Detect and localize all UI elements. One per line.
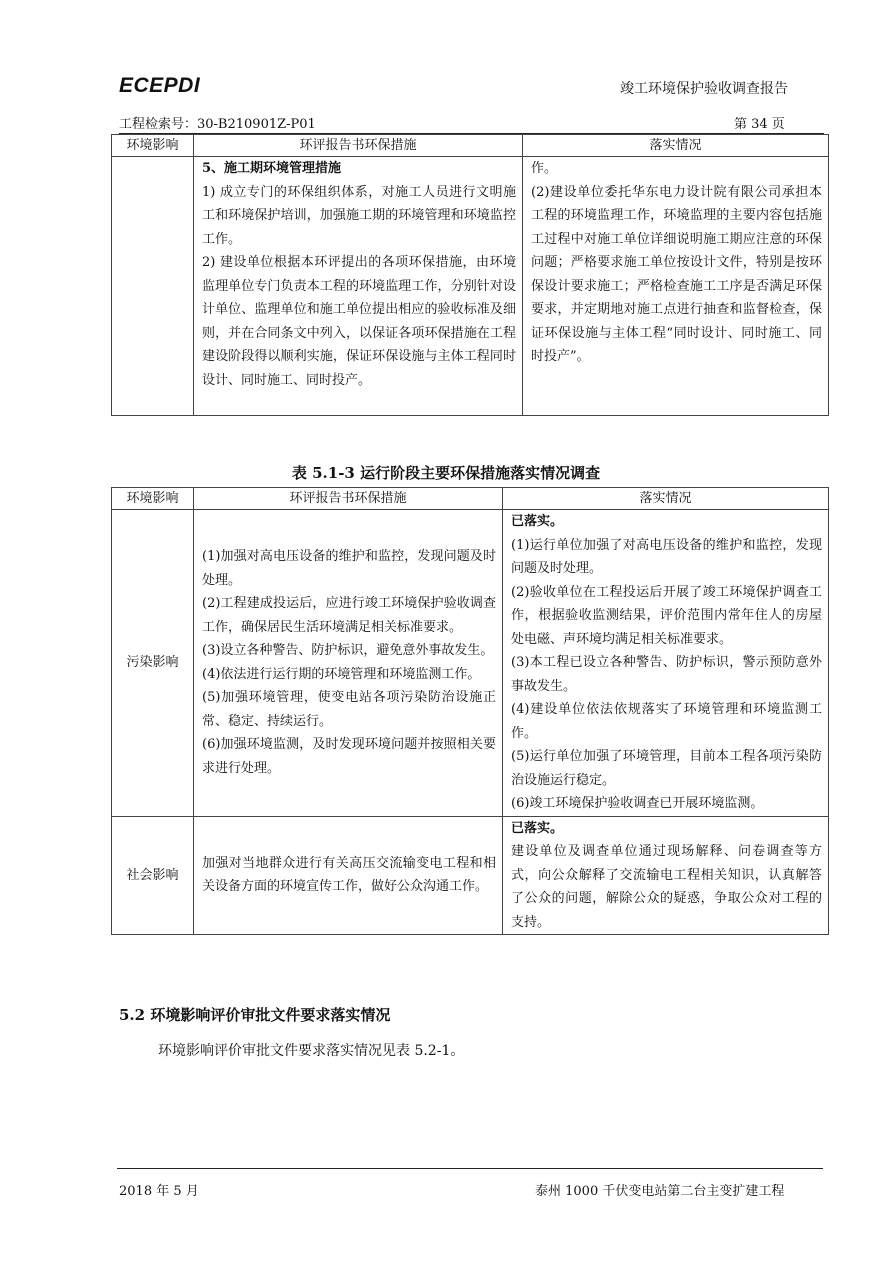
footer-divider (117, 1168, 823, 1169)
measure-item: (6)加强环境监测，及时发现环境问题并按照相关要求进行处理。 (202, 737, 496, 776)
status-cell (503, 816, 829, 935)
status-item: (2)建设单位委托华东电力设计院有限公司承担本工程的环境监理工作，环境监理的主要内容包括施工过程中对施工单位详细说明施工期应注意的环保问题；严格要求施工单位按设计文件，特别是按环保设计要求施工；严格检查施工工序是否满足环保要求，并定期地对施工点进行抽查和监督检查，保证环保设施与主体工程“同时设计、同时施工、同时投产”。 (531, 184, 822, 364)
status-title: 已落实。 (511, 820, 564, 836)
measure-item: (3)设立各种警告、防护标识，避免意外事故发生。 (202, 643, 494, 659)
measure-item: (4)依法进行运行期的环境管理和环境监测工作。 (202, 666, 481, 682)
status-item: 建设单位及调查单位通过现场解释、问卷调查等方式，向公众解释了交流输电工程相关知识，认真解答了公众的问题，解除公众的疑惑，争取公众对工程的支持。 (511, 844, 822, 930)
column-header: 环境影响 (112, 135, 194, 157)
column-header: 落实情况 (503, 488, 829, 510)
project-number: 工程检索号：30-B210901Z-P01 (119, 117, 316, 132)
operation-measures-table (111, 487, 829, 935)
measures-title: 5、施工期环境管理措施 (202, 161, 342, 176)
column-header: 环评报告书环保措施 (194, 488, 503, 510)
table-caption: 表 5.1-3 运行阶段主要环保措施落实情况调查 (291, 464, 601, 482)
footer-project: 泰州 1000 千伏变电站第二台主变扩建工程 (535, 1184, 785, 1199)
table-header-row (112, 135, 829, 157)
table-row (112, 157, 829, 416)
measures-cell (194, 816, 503, 935)
measures-cell (194, 157, 523, 416)
measure-item: 加强对当地群众进行有关高压交流输变电工程和相关设备方面的环境宣传工作，做好公众沟通工作。 (202, 855, 496, 895)
status-item: 作。 (531, 161, 558, 176)
column-header: 环评报告书环保措施 (194, 135, 523, 157)
measure-item: 1) 成立专门的环保组织体系，对施工人员进行文明施工和环境保护培训，加强施工期的环境管理和环境监控工作。 (202, 184, 516, 247)
report-title: 竣工环境保护验收调查报告 (620, 81, 788, 97)
column-header: 环境影响 (112, 488, 194, 510)
status-item: (2)验收单位在工程投运后开展了竣工环境保护调查工作，根据验收监测结果，评价范围内常年住人的房屋处电磁、声环境均满足相关标准要求。 (511, 584, 822, 647)
table-header-row (112, 488, 829, 510)
status-title: 已落实。 (511, 514, 564, 529)
measure-item: (1)加强对高电压设备的维护和监控，发现问题及时处理。 (202, 549, 496, 588)
status-item: (6)竣工环境保护验收调查已开展环境监测。 (511, 796, 764, 811)
measure-item: (5)加强环境管理，使变电站各项污染防治设施正常、稳定、持续运行。 (202, 690, 496, 729)
footer-date: 2018 年 5 月 (119, 1184, 199, 1199)
status-cell (503, 510, 829, 817)
table-row (112, 510, 829, 817)
impact-cell: 社会影响 (112, 816, 194, 935)
company-logo: ECEPDI (119, 74, 201, 97)
construction-measures-table (111, 134, 829, 416)
impact-cell (112, 157, 194, 416)
measure-item: (2)工程建成投运后，应进行竣工环境保护验收调查工作，确保居民生活环境满足相关标准要求。 (202, 596, 496, 635)
table-row (112, 816, 829, 935)
status-item: (4)建设单位依法依规落实了环境管理和环境监测工作。 (511, 702, 822, 741)
measures-cell (194, 510, 503, 817)
page-number: 第 34 页 (734, 117, 785, 132)
measure-item: 2) 建设单位根据本环评提出的各项环保措施，由环境监理单位专门负责本工程的环境监理工作，分别针对设计单位、监理单位和施工单位提出相应的验收标准及细则，并在合同条文中列入，以保证各项环保措施在工程建设阶段得以顺利实施，保证环保设施与主体工程同时设计、同时施工、同时投产。 (202, 255, 516, 388)
status-cell (523, 157, 829, 416)
status-item: (1)运行单位加强了对高电压设备的维护和监控，发现问题及时处理。 (511, 537, 822, 576)
impact-cell: 污染影响 (112, 510, 194, 817)
section-body: 环境影响评价审批文件要求落实情况见表 5.2-1。 (158, 1043, 465, 1059)
column-header: 落实情况 (523, 135, 829, 157)
status-item: (3)本工程已设立各种警告、防护标识，警示预防意外事故发生。 (511, 655, 822, 694)
section-heading: 5.2 环境影响评价审批文件要求落实情况 (119, 1006, 391, 1024)
status-item: (5)运行单位加强了环境管理，目前本工程各项污染防治设施运行稳定。 (511, 749, 822, 788)
